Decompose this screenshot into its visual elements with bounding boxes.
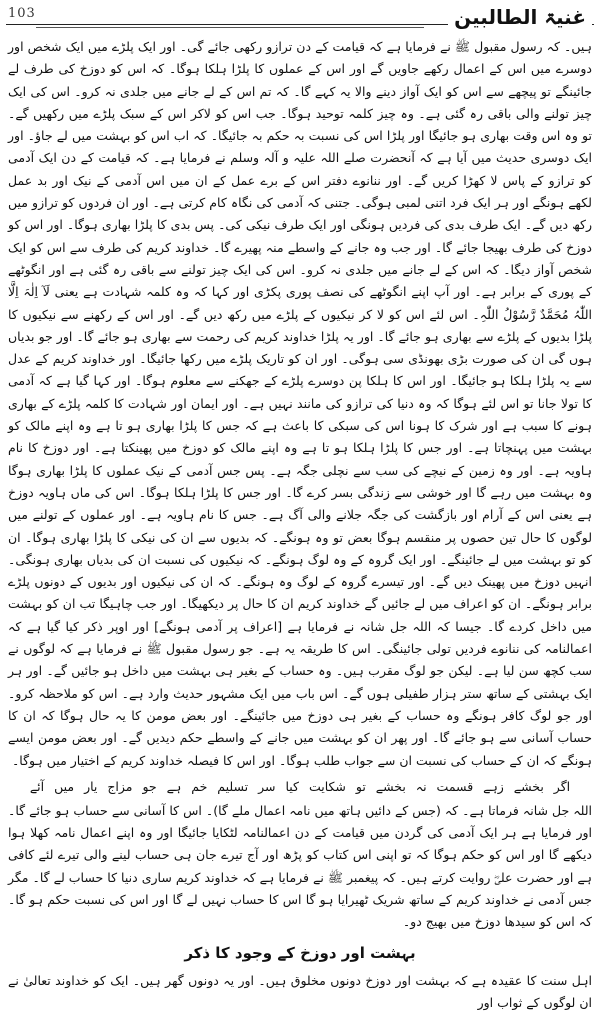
book-title: غنیۃ الطالبین: [448, 4, 592, 30]
page-header: [6, 4, 594, 34]
page-number: 103: [8, 6, 36, 21]
paragraph: ہیں۔ کہ رسول مقبول ﷺ نے فرمایا ہے کہ قیامت کے دن ترازو رکھی جائے گی۔ اور ایک پلڑے میں ایک شخص اور دوسرے میں اس کے اعمال رکھے جاویں گے اور اس کے عملوں کا پلڑا ہلکا ہوگا۔ کہ اس کو دوزخ کی طرف لے جائینگے تو پیچھے سے اس کو ایک آواز دینے والا یہ کہے گا۔ کہ تم اس کے لے جانے میں جلدی نہ کرو۔ اس کی ایک چیز تولنے والی باقی رہ گئی ہے۔ وہ چیز کلمہ توحید ہوگا۔ جب اس کو لاکر اس کے سبک پلڑے میں رکھیں گے۔ تو وہ اس وقت بھاری ہو جائیگا اور پلڑا اس کی نسبت بہ حکم بہ جائیگا۔ کہ اب اس کو بہشت میں لے جاؤ۔ اور ایک دوسری حدیث میں آیا ہے کہ آنحضرت صلے اللہ علیہ و آلہ وسلم نے فرمایا ہے۔ کہ قیامت کے دن ایک آدمی کو ترازو کے پاس لا کھڑا کریں گے۔ اور ننانوے دفتر اس کے برے عمل کے ان میں اس آدمی کے نیک اور بد عمل لکھے ہونگے اور ہر ایک فرد اتنی لمبی ہوگی۔ جتنی کہ آدمی کی نگاہ کام کرتی ہے۔ اور ان فردوں کو ترازو میں رکھ دیں گے۔ ایک طرف بدی کی فردیں ہونگی اور ایک طرف نیکی کی۔ پس بدی کا پلڑا بھاری ہوگا۔ اور اس کو دوزخ کی طرف بھیجا جائے گا۔ اور جب وہ جانے کے واسطے منہ پھیرے گا۔ خداوند کریم کی طرف سے اس کو ایک شخص آواز دیگا۔ کہ اس کے لے جانے میں جلدی نہ کرو۔ اس کی ایک چیز تولنے سے باقی رہ گئی ہے اور انگوٹھے کے پوری کے برابر ہے۔ اور آپ اپنے انگوٹھے کی نصف پوری پکڑی اور کہا کہ وہ کلمہ شہادت ہے یعنی لَآ اِلٰہَ اِلَّا اللّٰہُ مُحَمَّدٌ رَّسُوْلُ اللّٰہِ۔ اس لئے اس کو لا کر نیکیوں کے پلڑے میں رکھ دیں گے۔ اور اس کے رکھنے سے نیکیوں کا پلڑا بدیوں کے پلڑے سے بھاری ہو جائے گا۔ اور یہ پلڑا خداوند کریم کی رحمت سے بھاری ہو جائے گا۔ اور جو بدیاں ہوں گی ان کی صورت بڑی بھونڈی سی ہوگی۔ اور ان کو تاریک پلڑے میں رکھا جائیگا۔ اور خداوند کریم کے عدل سے یہ پلڑا ہلکا ہو جائیگا۔ اور اس کا ہلکا پن دوسرے پلڑے کے جھکنے سے معلوم ہوگا۔ اور کہا گیا ہے کہ آدمی کا تولا جانا تو اس لئے ہوگا کہ وہ دنیا کی ترازو کی مانند نہیں ہے۔ اور ایمان اور شہادت کا کلمہ پلڑے کے بھاری ہونے کا سبب ہے اور شرک کا ہونا اس کی سبکی کا باعث ہے کہ جس کا پلڑا بھاری ہو تا ہے وہ اپنے مالک کو بہشت میں پہنچاتا ہے۔ اور جس کا پلڑا ہلکا ہو تا ہے وہ اپنے مالک کو دوزخ میں پھینکتا ہے۔ اور دوزخ کا نام ہاویہ ہے۔ اور وہ زمین کے نیچے کی سب سے نچلی جگہ ہے۔ پس جس آدمی کے نیک عملوں کا پلڑا بھاری ہوگا وہ بہشت میں رہے گا اور خوشی سے زندگی بسر کرے گا۔ اور جس کا پلڑا ہلکا ہوگا۔ اس کی ماں ہاویہ دوزخ ہے یعنی اس کے آرام اور بازگشت کی جگہ جلانے والی آگ ہے۔ جس کا نام ہاویہ ہے۔ اور عملوں کے تولنے میں لوگوں کا حال تین حصوں پر منقسم ہوگا بعض تو وہ ہونگے۔ کہ بدیوں سے ان کی نیکی کا پلڑا بھاری ہوگا۔ ان کو تو بہشت میں لے جائینگے۔ اور ایک گروہ کے وہ لوگ ہونگے۔ کہ نیکیوں کی نسبت ان کی بدیاں بھاری ہونگی۔ انہیں دوزخ میں پھینک دیں گے۔ اور تیسرے گروہ کے لوگ وہ ہونگے۔ کہ ان کی نیکیوں اور بدیوں کے دونوں پلڑے برابر ہونگے۔ ان کو اعراف میں لے جائیں گے خداوند کریم ان کا حال پر دیکھیگا۔ اور جب چاہیگا تب ان کو بہشت میں داخل کردے گا۔ جیسا کہ اللہ جل شانہ نے فرمایا ہے [اعراف پر آدمی ہونگے] اور اوپر ذکر کیا گیا ہے کہ اعمالنامہ کی ننانوے فردیں تولی جائینگی۔ اس کا طریقہ یہ ہے۔ جو رسول مقبول ﷺ نے فرمایا ہے کہ لوگوں نے سب کچھ سن لیا ہے۔ لیکن جو لوگ مقرب ہیں۔ وہ حساب کے بغیر ہی بہشت میں داخل ہو جائیں گے۔ اور ہر ایک بہشتی کے ساتھ ستر ہزار طفیلی ہوں گے۔ اس باب میں ایک مشہور حدیث وارد ہے۔ اس کو ملاحظہ کرو۔ اور جو لوگ کافر ہونگے وہ حساب کے بغیر ہی دوزخ میں جائینگے۔ اور بعض مومن کا یہ حال ہوگا کہ ان کا حساب آسانی سے ہو جائے گا۔ اور پھر ان کو بہشت میں جانے کے واسطے حکم دیدیں گے۔ اور بعض مومن ایسے ہونگے کہ ان کے حساب کی نسبت ان سے جواب طلب ہوگا۔ اور اس کا فیصلہ خداوند کریم کے اختیار میں ہوگا۔: [8, 39, 592, 768]
main-text-continued: [8, 800, 592, 934]
poetry-verse: اگر بخشے زہے قسمت نہ بخشے تو شکایت کیا سر تسلیم خم ہے جو مزاج یار میں آئے: [29, 778, 571, 794]
paragraph: اللہ جل شانہ فرماتا ہے۔ کہ (جس کے دائیں ہاتھ میں نامہ اعمال ملے گا)۔ اس کا آسانی سے حساب ہو جائے گا۔ اور فرمایا ہے ہر ایک آدمی کی گردن میں قیامت کے دن اعمالنامہ لٹکایا جائیگا اور وہ اپنے اعمال نامہ کھلا ہوا دیکھے گا اور اس کو حکم ہوگا کہ تو اپنی اس کتاب کو پڑھ اور آج تیرے جان ہی حساب لینے والی تیرے لئے کافی ہے اور حضرت علیؓ روایت کرتے ہیں۔ کہ پیغمبر ﷺ نے فرمایا ہے کہ خداوند کریم ساری دنیا کا حساب لے گا۔ مگر جس آدمی نے خداوند کریم کے ساتھ شریک ٹھیرایا ہو گا اس کا حساب نہیں لے گا اور اس کی نسبت حکم ہو گا۔ کہ اس کو سیدھا دوزخ میں بھیج دو۔: [8, 802, 592, 930]
final-text: [8, 970, 592, 1014]
header-rule-thin: [36, 27, 424, 28]
section-heading: بہشت اور دوزخ کے وجود کا ذکر: [184, 943, 416, 962]
main-text: [8, 36, 592, 772]
book-page: [6, 4, 594, 1010]
paragraph: اہل سنت کا عقیدہ ہے کہ بہشت اور دوزخ دونوں مخلوق ہیں۔ اور یہ دونوں گھر ہیں۔ ایک کو خداوند تعالیٰ نے ان لوگوں کے ثواب اور: [8, 972, 592, 1010]
